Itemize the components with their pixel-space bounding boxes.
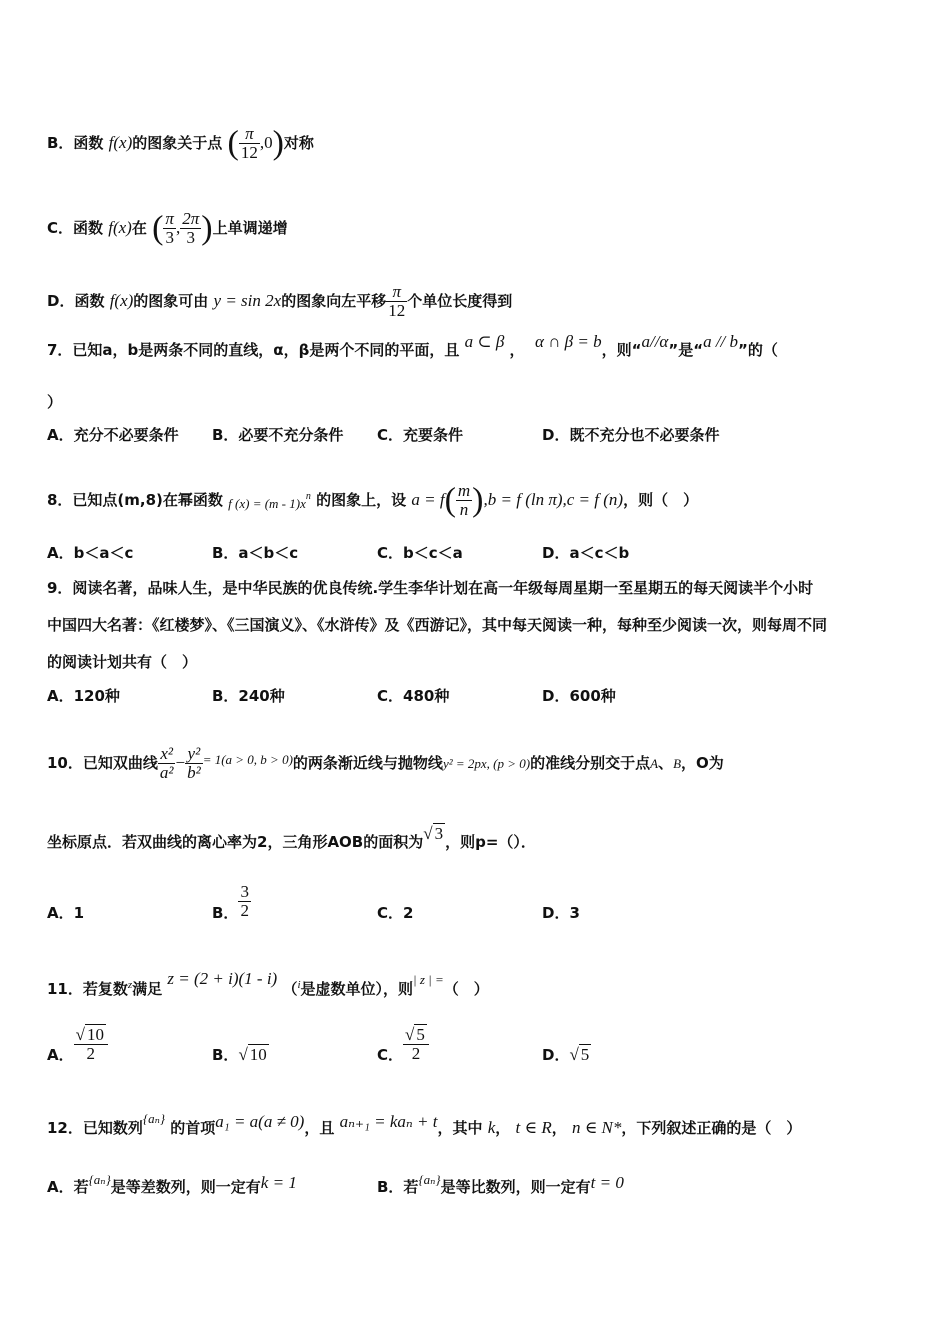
- q12-text: 12．已知数列: [47, 1119, 143, 1137]
- fraction-m-n: $\frac{m}{n}$: [457, 481, 471, 519]
- math-zero: ,0: [259, 133, 273, 152]
- math-seq: {aₙ}: [142, 1111, 166, 1126]
- q10-option-a[interactable]: A．1: [47, 904, 85, 922]
- math: k: [487, 1118, 496, 1137]
- math: = 1(a > 0, b > 0): [202, 752, 293, 767]
- text: ，O为: [681, 754, 724, 772]
- math-sqrt3: √ 3: [423, 824, 444, 843]
- math-power-func: f (x) = (m - 1)x: [228, 496, 306, 511]
- math: n ∈ N*: [571, 1118, 622, 1137]
- q9-option-b[interactable]: B．240种: [212, 687, 285, 705]
- q9-line-3: 的阅读计划共有（ ）: [47, 653, 198, 671]
- math: α ∩ β = b: [534, 332, 602, 351]
- fraction-x2-a2: $\frac{\text{x²}}{\text{a²}}$: [159, 744, 174, 782]
- text: 的首项: [170, 1119, 216, 1137]
- math: a//α: [641, 332, 669, 351]
- q11-option-d[interactable]: D．√ 5: [542, 1045, 590, 1064]
- text: ，则（ ）: [623, 491, 699, 509]
- q9-option-d[interactable]: D．600种: [542, 687, 616, 705]
- text: （ ）: [443, 980, 489, 998]
- fraction-y2-b2: $\frac{\text{y²}}{\text{b²}}$: [187, 744, 201, 782]
- q11-option-b[interactable]: B．√ 10: [212, 1045, 267, 1064]
- math-fx: f(x): [109, 291, 134, 310]
- q10-option-c[interactable]: C．2: [377, 904, 414, 922]
- right-paren: ): [272, 124, 284, 162]
- math-parabola: y² = 2px, (p > 0): [442, 756, 531, 771]
- math-fx: f(x): [108, 133, 133, 152]
- math: ,b = f (ln π),c = f (n): [483, 490, 624, 509]
- question-7: 7．已知a，b是两条不同的直线，α，β是两个不同的平面，且 a ⊂ β ， α ∩ β = b，则“a//α”是“a // b”的（: [47, 332, 778, 359]
- math: | z | =: [413, 972, 444, 987]
- math: a // b: [703, 332, 739, 351]
- fraction-pi-3: $\frac{\pi}{3}$: [165, 209, 174, 247]
- text: 的图象上，设: [316, 491, 407, 509]
- q11-option-c[interactable]: C． $\frac{√ 5}{2}$: [377, 1045, 429, 1065]
- option-c-label: C．函数: [47, 219, 104, 237]
- q9-option-a[interactable]: A．120种: [47, 687, 120, 705]
- q7-option-a[interactable]: A．充分不必要条件: [47, 426, 179, 444]
- q8-text: 8．已知点(m,8)在幂函数: [47, 491, 223, 509]
- text: ，下列叙述正确的是（ ）: [621, 1119, 802, 1137]
- q12-option-b[interactable]: B．若{aₙ}是等比数列，则一定有t = 0: [377, 1172, 624, 1196]
- q7-close: ）: [47, 393, 63, 411]
- text: 的准线分别交于点: [530, 754, 651, 772]
- text: 的图象向左平移: [281, 292, 387, 310]
- q10-option-d[interactable]: D．3: [542, 904, 580, 922]
- left-paren: (: [227, 124, 239, 162]
- text: ”的（: [738, 341, 778, 359]
- q8-option-d[interactable]: D．a＜c＜b: [542, 544, 630, 562]
- fraction-pi-12: $\frac{\pi}{12}$: [388, 282, 406, 320]
- q9-line-2: 中国四大名著：《红楼梦》、《三国演义》、《水浒传》及《西游记》，其中每天阅读一种，每种至少阅读一次，则每周不同: [47, 616, 828, 634]
- question-10: 10．已知双曲线 $\frac{\text{x²}}{\text{a²}}$ − $\frac{\text{y²}}{\text{b²}}$ = 1(a > 0, b > 0)的两条渐近线与抛物线y² = 2px, (p > 0)的准线分别交于点A、B，O为: [47, 744, 724, 782]
- math: A: [650, 756, 659, 771]
- question-11: 11．若复数$^z$满足 z = (2 + i)(1 - i) （$^i$是虚数单位），则| z | =（ ）: [47, 969, 489, 998]
- right-paren: ): [201, 209, 213, 247]
- text: ，则p=（）．: [445, 833, 536, 851]
- left-paren: (: [444, 481, 456, 519]
- q7-text: 7．已知a，b是两条不同的直线，α，β是两个不同的平面，且: [47, 341, 460, 359]
- q9-option-c[interactable]: C．480种: [377, 687, 450, 705]
- q11-text: 11．若复数: [47, 980, 128, 998]
- q7-option-c[interactable]: C．充要条件: [377, 426, 464, 444]
- option-c-line: C．函数 f(x)在 ( $\frac{\pi}{3}$ , $\frac{2\pi}{3}$ )上单调递增: [47, 209, 288, 247]
- left-paren: (: [152, 209, 164, 247]
- math: a₁ = a(a ≠ 0): [215, 1112, 305, 1131]
- q10-text: 10．已知双曲线: [47, 754, 158, 772]
- text: 的两条渐近线与抛物线: [292, 754, 443, 772]
- right-paren: ): [472, 481, 484, 519]
- text: 是虚数单位），则: [300, 980, 414, 998]
- option-d-label: D．函数: [47, 292, 105, 310]
- math: t ∈ R: [515, 1118, 552, 1137]
- option-d-line: [47, 283, 512, 320]
- text: 的图象关于点: [132, 134, 223, 152]
- q8-option-b[interactable]: B．a＜b＜c: [212, 544, 299, 562]
- q11-option-a[interactable]: A． $\frac{√ 10}{2}$: [47, 1045, 108, 1065]
- text: 的图象可由: [133, 292, 209, 310]
- question-8: 8．已知点(m,8)在幂函数 f $(x) = (m - 1)x^n$ 的图象上，设 a = f( $\frac{m}{n}$ ),b = f (ln π),c = f (n)，则（ ）: [47, 481, 699, 519]
- option-b-label: B．函数: [47, 134, 104, 152]
- q8-option-c[interactable]: C．b＜c＜a: [377, 544, 463, 562]
- q12-option-a[interactable]: A．若{aₙ}是等差数列，则一定有k = 1: [47, 1172, 297, 1196]
- fraction-pi-12: $\frac{\pi}{12}$: [240, 124, 258, 162]
- q10-option-b[interactable]: B． $\frac{3}{2}$: [212, 882, 249, 922]
- math: aₙ₊₁ = kaₙ + t: [339, 1112, 438, 1131]
- text: 在: [131, 219, 147, 237]
- question-12: 12．已知数列{aₙ} 的首项a₁ = a(a ≠ 0)，且 aₙ₊₁ = kaₙ + t，其中 k， t ∈ R， n ∈ N*，下列叙述正确的是（ ）: [47, 1111, 802, 1137]
- text: ”是“: [668, 341, 704, 359]
- text: 满足: [132, 980, 163, 998]
- text: 对称: [283, 134, 314, 152]
- math: a ⊂ β: [464, 332, 505, 351]
- text: 上单调递增: [212, 219, 288, 237]
- text: 个单位长度得到: [407, 292, 513, 310]
- math: B: [673, 756, 682, 771]
- q7-option-d[interactable]: D．既不充分也不必要条件: [542, 426, 720, 444]
- q7-option-b[interactable]: B．必要不充分条件: [212, 426, 344, 444]
- q10-line-2: [47, 824, 536, 852]
- text: ，且: [304, 1119, 335, 1137]
- text: ，则“: [601, 341, 642, 359]
- math-z: z: [127, 979, 133, 991]
- q9-line-1: 9．阅读名著，品味人生，是中华民族的优良传统.学生李华计划在高一年级每周星期一至星期五的每天阅读半个小时: [47, 579, 814, 597]
- math-y-sin: y = sin 2x: [213, 291, 282, 310]
- option-b-line: [47, 125, 314, 162]
- q8-option-a[interactable]: A．b＜a＜c: [47, 544, 134, 562]
- math: z = (2 + i)(1 - i): [167, 969, 278, 988]
- text: 坐标原点．若双曲线的离心率为2，三角形AOB的面积为: [47, 833, 424, 851]
- math: a = f: [411, 490, 445, 509]
- math-fx: f(x): [108, 218, 132, 237]
- text: ，其中: [437, 1119, 483, 1137]
- fraction-2pi-3: $\frac{2\pi}{3}$: [182, 209, 200, 247]
